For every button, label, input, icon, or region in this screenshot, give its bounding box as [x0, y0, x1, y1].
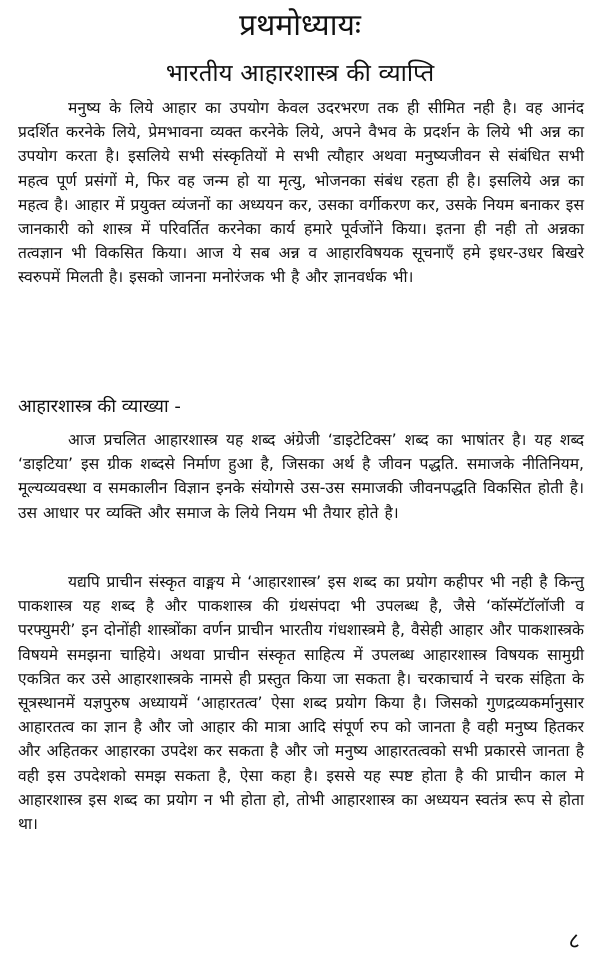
page-number: ८: [568, 929, 580, 954]
ancient-usage-paragraph: यद्यपि प्राचीन संस्कृत वाङ्मय मे ‘आहारशास्त्र’ इस शब्द का प्रयोग कहीपर भी नही है किन्तु पाकशास्त्र यह शब्द है और पाकशास्त्र की ग्रंथसंपदा भी उपलब्ध है, जैसे ‘कॉस्मॅटॉलॉजी व परफ्युमरी’ इन दोनोंही शास्त्रोंका वर्णन प्राचीन भारतीय गंधशास्त्रमे है, वैसेही आहार और पाकशास्त्रके विषयमे समझना चाहिये। अथवा प्राचीन संस्कृत साहित्य में उपलब्ध आहारशास्त्र विषयक सामुग्री एकत्रित कर उसे आहारशास्त्रके नामसे ही प्रस्तुत किया जा सकता है। चरकाचार्य ने चरक संहिता के सूत्रस्थानमें यज्ञपुरुष अध्यायमें ‘आहारतत्व’ ऐसा शब्द प्रयोग किया है। जिसको गुणद्रव्यकर्मानुसार आहारतत्व का ज्ञान है और जो आहार की मात्रा आदि संपूर्ण रुप को जानता है वही मनुष्य हितकर और अहितकर आहारका उपदेश कर सकता है और जो मनुष्य आहारतत्वको सभी प्रकारसे जानता है वही इस उपदेशको समझ सकता है, ऐसा कहा है। इससे यह स्पष्ट होता है की प्राचीन काल मे आहारशास्त्र इस शब्द का प्रयोग न भी होता हो, तोभी आहारशास्त्र का अध्ययन स्वतंत्र रूप से होता था।: [18, 573, 584, 834]
intro-paragraph: मनुष्य के लिये आहार का उपयोग केवल उदरभरण तक ही सीमित नही है। वह आनंद प्रदर्शित करनेके लिये, प्रेमभावना व्यक्त करनेके लिये, अपने वैभव के प्रदर्शन के लिये भी अन्न का उपयोग करता है। इसलिये सभी संस्कृतियों मे सभी त्यौहार अथवा मनुष्यजीवन से संबंधित सभी महत्व पूर्ण प्रसंगों मे, फिर वह जन्म हो या मृत्यु, भोजनका संबंध रहता ही है। इसलिये अन्न का महत्व है। आहार में प्रयुक्त व्यंजनों का अध्ययन कर, उसका वर्गीकरण कर, उसके नियम बनाकर इस जानकारी को शास्त्र में परिवर्तित करनेका कार्य हमारे पूर्वजोंने किया। इतना ही नही तो अन्नका तत्वज्ञान भी विकसित किया। आज ये सब अन्न व आहारविषयक सूचनाएँ हमे इधर-उधर बिखरे स्वरुपमें मिलती है। इसको जानना मनोरंजक भी है और ज्ञानवर्धक भी।: [18, 99, 584, 287]
definition-paragraph: आज प्रचलित आहारशास्त्र यह शब्द अंग्रेजी ‘डाइटेटिक्स’ शब्द का भाषांतर है। यह शब्द ‘डाइटिया’ इस ग्रीक शब्दसे निर्माण हुआ है, जिसका अर्थ है जीवन पद्धति. समाजके नीतिनियम, मूल्यव्यवस्था व समकालीन विज्ञान इनके संयोगसे उस-उस समाजकी जीवनपद्धति विकसित होती है। उस आधार पर व्यक्ति और समाज के लिये नियम भी तैयार होते है।: [18, 431, 584, 522]
section-title: भारतीय आहारशास्त्र की व्याप्ति: [165, 59, 435, 87]
subheading: आहारशास्त्र की व्याख्या -: [18, 396, 181, 417]
chapter-title: प्रथमोध्यायः: [239, 8, 361, 43]
